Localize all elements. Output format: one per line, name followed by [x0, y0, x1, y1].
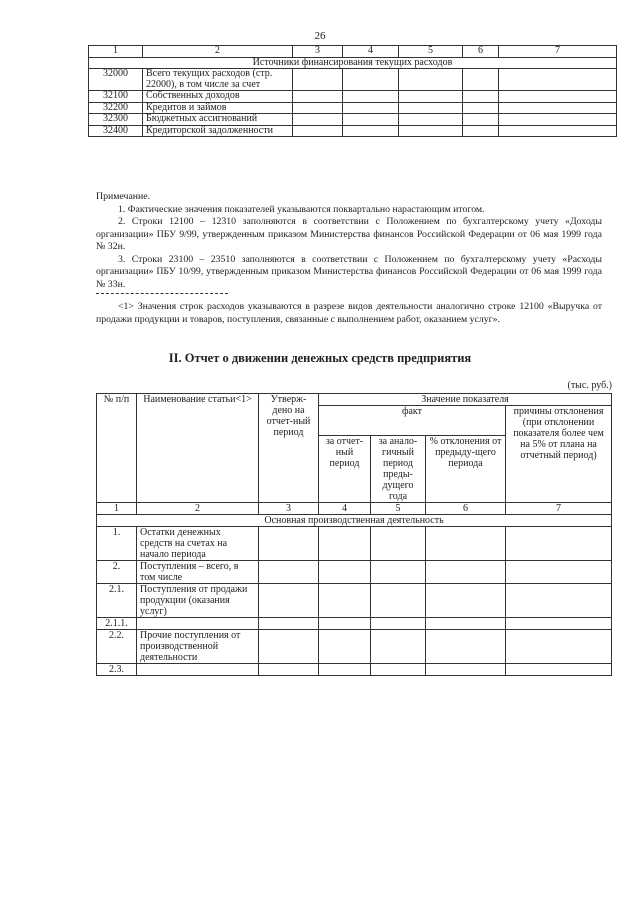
row-name: Бюджетных ассигнований	[143, 114, 293, 126]
row-name	[137, 664, 259, 676]
table-row	[97, 664, 612, 676]
footnote-separator	[96, 293, 228, 294]
table-row	[97, 561, 612, 584]
page-number: 26	[314, 30, 326, 42]
row-name: Прочие поступления от производственной деятельности	[137, 630, 259, 664]
table-row	[97, 584, 612, 618]
header-approved: Утверж-дено на отчет-ный период	[259, 394, 319, 503]
row-code: 32100	[89, 91, 143, 103]
footnote-text: <1> Значения строк расходов указываются в разрезе видов деятельности аналогично строке 12100 «Выручка от продажи продукции и товаров, поступления, связанные с выполнением работ, оказанием услуг».	[96, 301, 602, 325]
col-number: 6	[463, 46, 499, 58]
header-name: Наименование статьи<1>	[137, 394, 259, 503]
row-code: 32200	[89, 102, 143, 114]
note-item: 3. Строки 23100 – 23510 заполняются в соответствии с Положением по бухгалтерскому учету «Расходы организации» ПБУ 10/99, утвержденным приказом Министерства финансов Российской Федерации от 06 мая 1999 года № 33н.	[96, 253, 602, 290]
col-number: 5	[399, 46, 463, 58]
row-num: 2.1.1.	[97, 618, 137, 630]
header-num: № п/п	[97, 394, 137, 503]
row-name	[137, 618, 259, 630]
col-number: 7	[499, 46, 617, 58]
column-number-row	[97, 503, 612, 515]
notes-heading: Примечание.	[96, 191, 151, 202]
row-code: 32400	[89, 125, 143, 137]
table-row	[89, 69, 617, 91]
note-item: 1. Фактические значения показателей указываются поквартально нарастающим итогом.	[118, 203, 485, 215]
col-number: 1	[97, 503, 137, 515]
notes-block	[96, 191, 602, 291]
table-row	[97, 618, 612, 630]
col-number: 7	[506, 503, 612, 515]
col-number: 6	[426, 503, 506, 515]
row-name: Всего текущих расходов (стр. 22000), в том числе за счет	[143, 69, 293, 91]
header-fact: факт	[319, 406, 506, 436]
row-num: 2.3.	[97, 664, 137, 676]
section-title: II. Отчет о движении денежных средств предприятия	[168, 351, 472, 365]
column-number-row	[89, 46, 617, 58]
table-row	[89, 114, 617, 126]
group-header-row	[89, 57, 617, 69]
col-number: 2	[143, 46, 293, 58]
col-number: 4	[319, 503, 371, 515]
header-row	[97, 394, 612, 406]
row-name: Кредитов и займов	[143, 102, 293, 114]
cash-flow-table	[96, 393, 612, 676]
group-header: Источники финансирования текущих расходов	[89, 57, 617, 69]
table-row	[97, 630, 612, 664]
row-num: 1.	[97, 527, 137, 561]
footnote	[96, 301, 602, 326]
row-name: Собственных доходов	[143, 91, 293, 103]
header-previous: за анало-гичный период преды-дущего года	[371, 436, 426, 503]
row-name: Остатки денежных средств на счетах на начало периода	[137, 527, 259, 561]
row-code: 32000	[89, 69, 143, 91]
unit-note: (тыс. руб.)	[567, 380, 612, 391]
table-row	[89, 91, 617, 103]
header-pct: % отклонения от предыду-щего периода	[426, 436, 506, 503]
col-number: 4	[343, 46, 399, 58]
financing-sources-table	[88, 45, 617, 137]
header-reasons: причины отклонения (при отклонении показателя более чем на 5% от плана на отчетный период)	[506, 406, 612, 503]
col-number: 2	[137, 503, 259, 515]
note-item: 2. Строки 12100 – 12310 заполняются в соответствии с Положением по бухгалтерскому учету «Доходы организации» ПБУ 9/99, утвержденным приказом Министерства финансов Российской Федерации от 06 мая 1999 года № 32н.	[96, 216, 602, 252]
header-value-group: Значение показателя	[319, 394, 612, 406]
col-number: 3	[259, 503, 319, 515]
col-number: 1	[89, 46, 143, 58]
row-name: Поступления от продажи продукции (оказания услуг)	[137, 584, 259, 618]
table-row	[97, 527, 612, 561]
table-row	[89, 125, 617, 137]
col-number: 3	[293, 46, 343, 58]
row-code: 32300	[89, 114, 143, 126]
header-reporting: за отчет-ный период	[319, 436, 371, 503]
row-num: 2.1.	[97, 584, 137, 618]
row-name: Кредиторской задолженности	[143, 125, 293, 137]
row-name: Поступления – всего, в том числе	[137, 561, 259, 584]
table-row	[89, 102, 617, 114]
row-num: 2.2.	[97, 630, 137, 664]
activity-header: Основная производственная деятельность	[97, 515, 612, 527]
row-num: 2.	[97, 561, 137, 584]
activity-header-row	[97, 515, 612, 527]
col-number: 5	[371, 503, 426, 515]
